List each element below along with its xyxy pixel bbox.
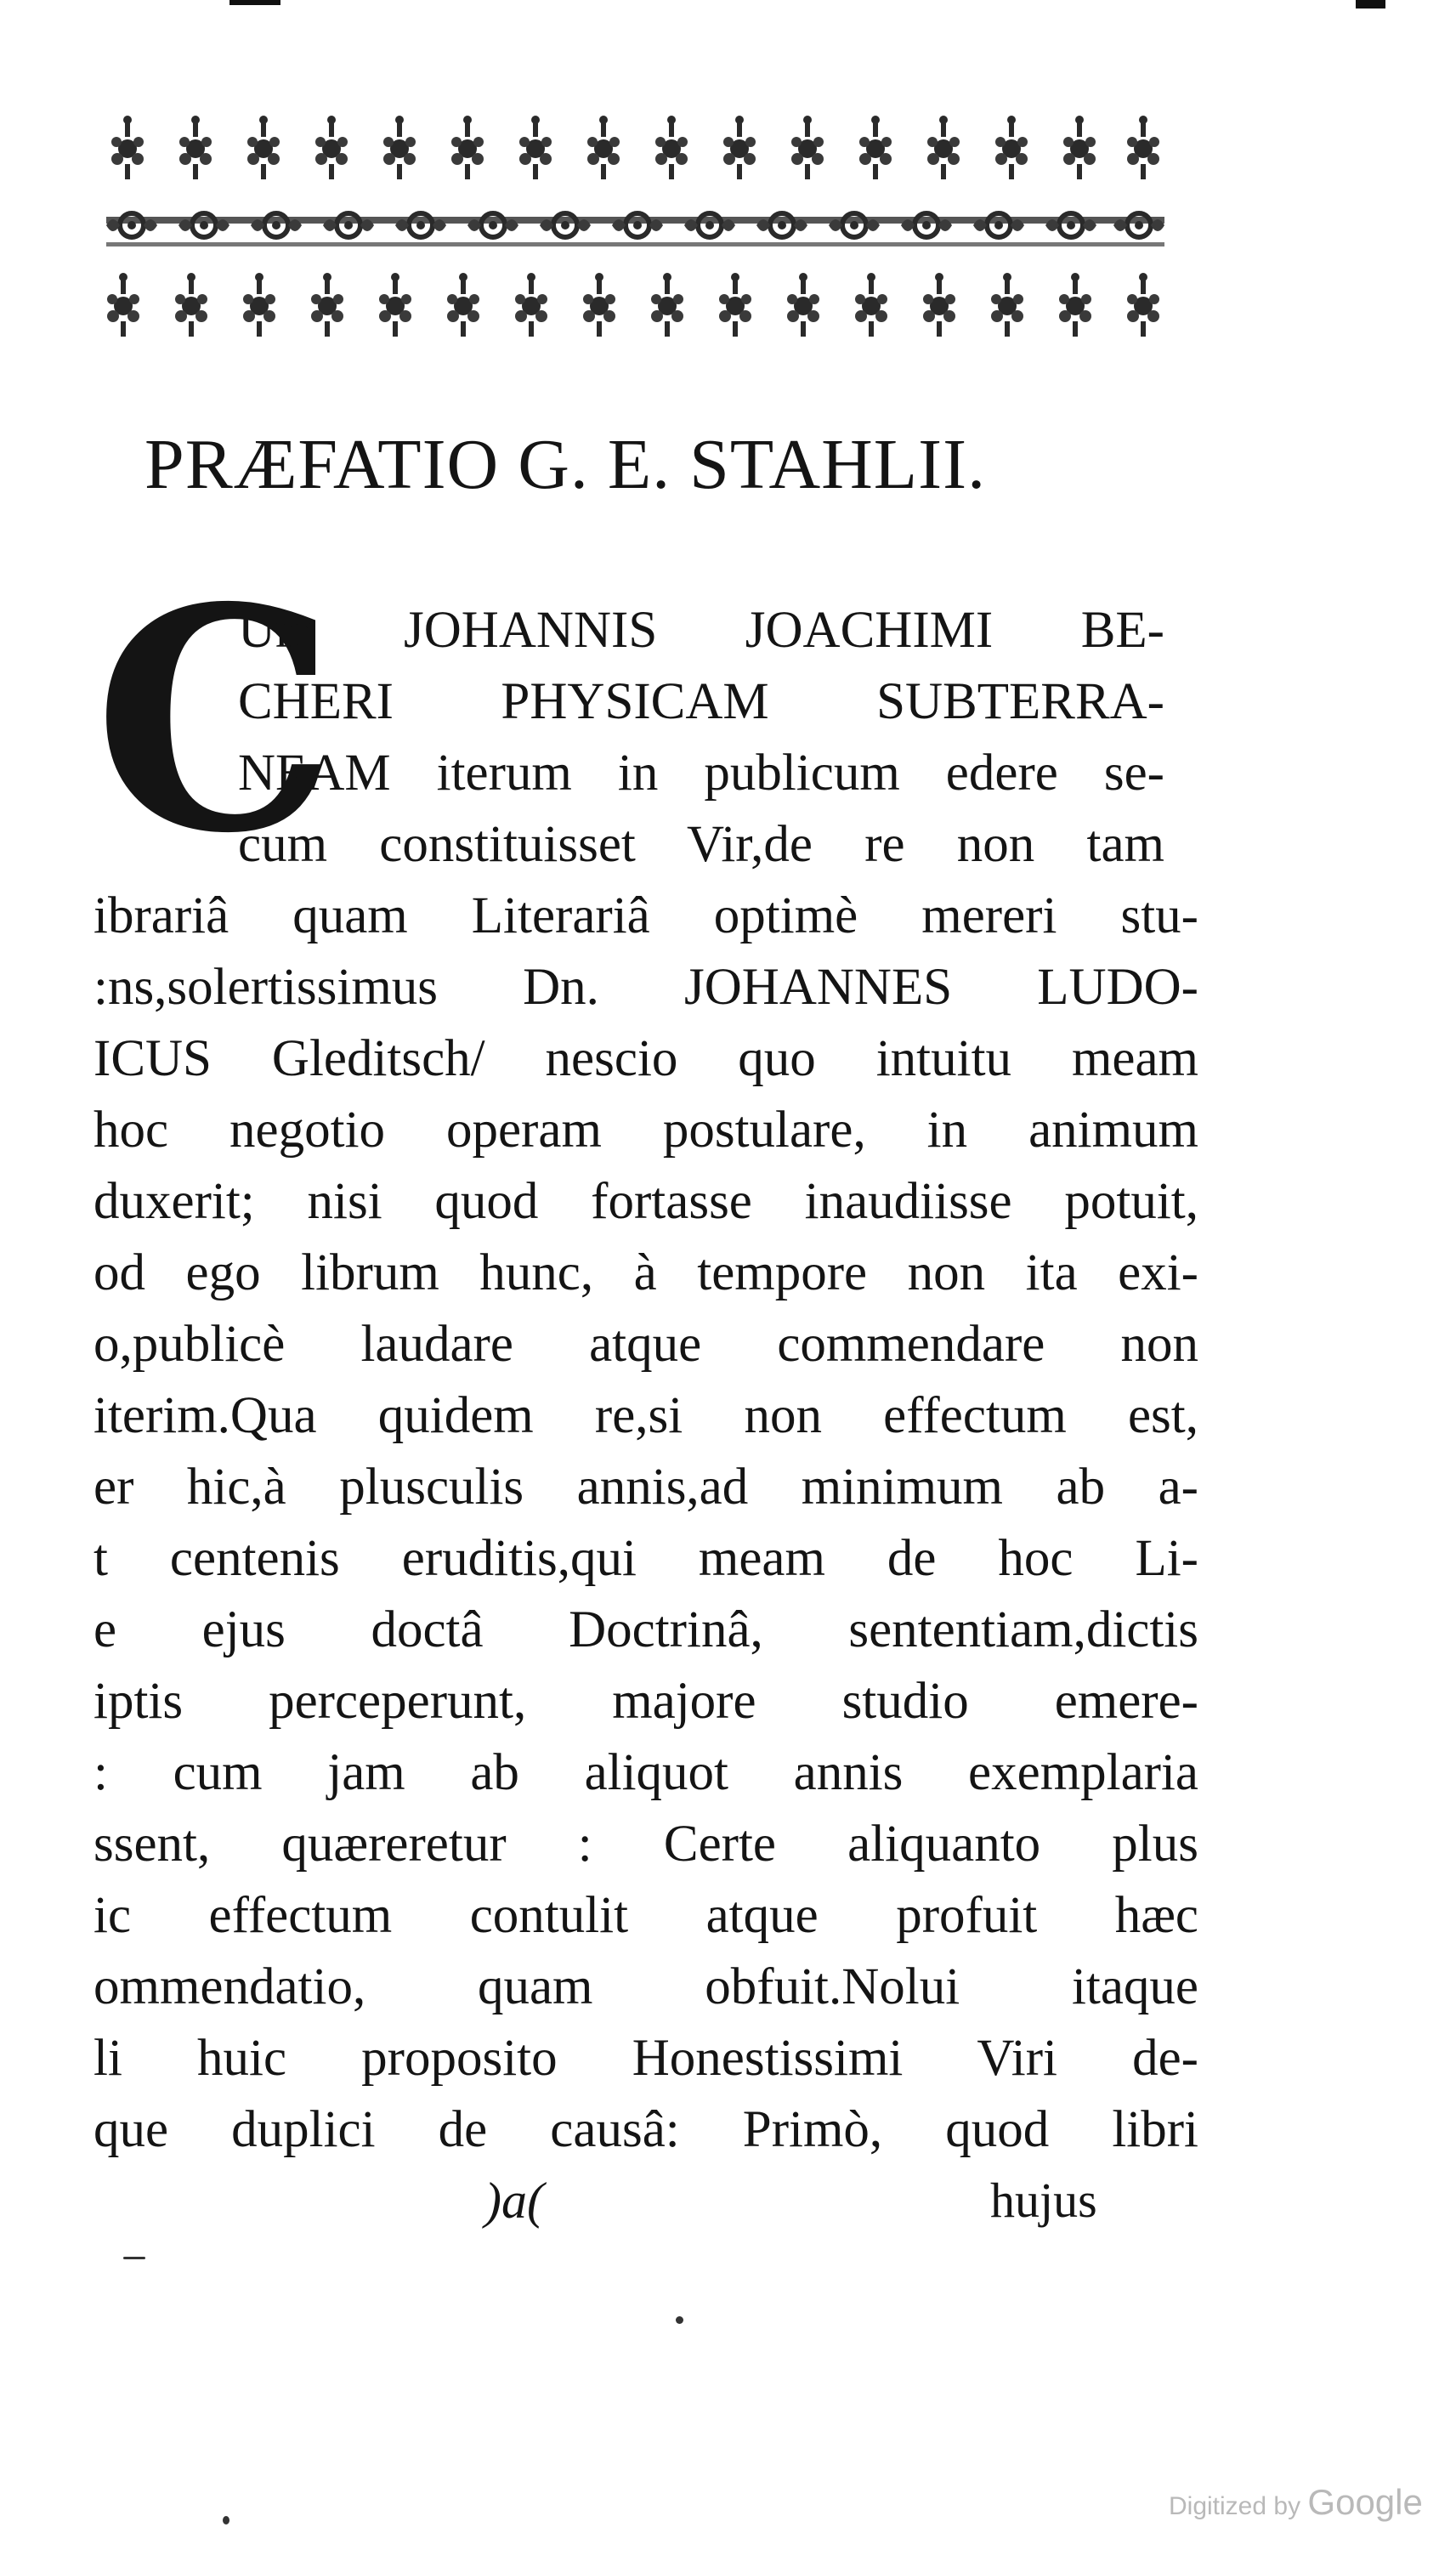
ornament-row-middle xyxy=(106,213,1164,246)
watermark-brand: Google xyxy=(1307,2482,1423,2522)
page-title: PRÆFATIO G. E. STAHLII. xyxy=(144,425,987,504)
text-line: e ejus doctâ Doctrinâ, sententiam,dictis xyxy=(93,1601,1198,1658)
ink-speck xyxy=(223,2516,229,2524)
text-line: ssent, quæreretur : Certe aliquanto plus xyxy=(93,1816,1198,1873)
text-line: NEAM iterum in publicum edere se- xyxy=(238,745,1164,802)
text-line: ibrariâ quam Literariâ optimè mereri stu- xyxy=(93,887,1198,944)
text-line: iptis perceperunt, majore studio emere- xyxy=(93,1673,1198,1730)
text-line: hoc negotio operam postulare, in animum xyxy=(93,1102,1198,1159)
text-line: Um JOHANNIS JOACHIMI BE- xyxy=(238,602,1164,659)
signature-mark: )a( xyxy=(484,2173,544,2229)
text-line: cum constituisset Vir,de re non tam xyxy=(238,816,1164,873)
catchword: hujus xyxy=(990,2173,1097,2228)
text-line: o,publicè laudare atque commendare non xyxy=(93,1316,1198,1373)
ink-speck xyxy=(676,2316,683,2324)
text-line: er hic,à plusculis annis,ad minimum ab a- xyxy=(93,1459,1198,1516)
text-line: CHERI PHYSICAM SUBTERRA- xyxy=(238,673,1164,730)
text-line: iterim.Qua quidem re,si non effectum est, xyxy=(93,1387,1198,1444)
digitization-watermark xyxy=(1169,2482,1423,2523)
ink-speck xyxy=(123,2257,145,2259)
ornament-row-bottom xyxy=(107,273,1159,337)
text-line: ic effectum contulit atque profuit hæc xyxy=(93,1887,1198,1944)
text-line: duxerit; nisi quod fortasse inaudiisse potuit, xyxy=(93,1173,1198,1230)
ornament-row-top xyxy=(111,116,1159,179)
text-line: od ego librum hunc, à tempore non ita exi- xyxy=(93,1244,1198,1301)
text-line: t centenis eruditis,qui meam de hoc Li- xyxy=(93,1530,1198,1587)
ornamental-headpiece xyxy=(98,89,1173,370)
text-line: :ns,solertissimus Dn. JOHANNES LUDO- xyxy=(93,959,1198,1016)
text-line: ICUS Gleditsch/ nescio quo intuitu meam xyxy=(93,1030,1198,1087)
text-line: : cum jam ab aliquot annis exemplaria xyxy=(93,1744,1198,1801)
watermark-prefix: Digitized by xyxy=(1169,2492,1301,2520)
text-line: ommendatio, quam obfuit.Nolui itaque xyxy=(93,1958,1198,2015)
text-line: li huic proposito Honestissimi Viri de- xyxy=(93,2030,1198,2087)
top-border-mark xyxy=(229,0,280,5)
drop-cap-initial: C xyxy=(93,541,337,900)
text-line: que duplici de causâ: Primò, quod libri xyxy=(93,2101,1198,2158)
top-border-mark xyxy=(1356,0,1385,8)
